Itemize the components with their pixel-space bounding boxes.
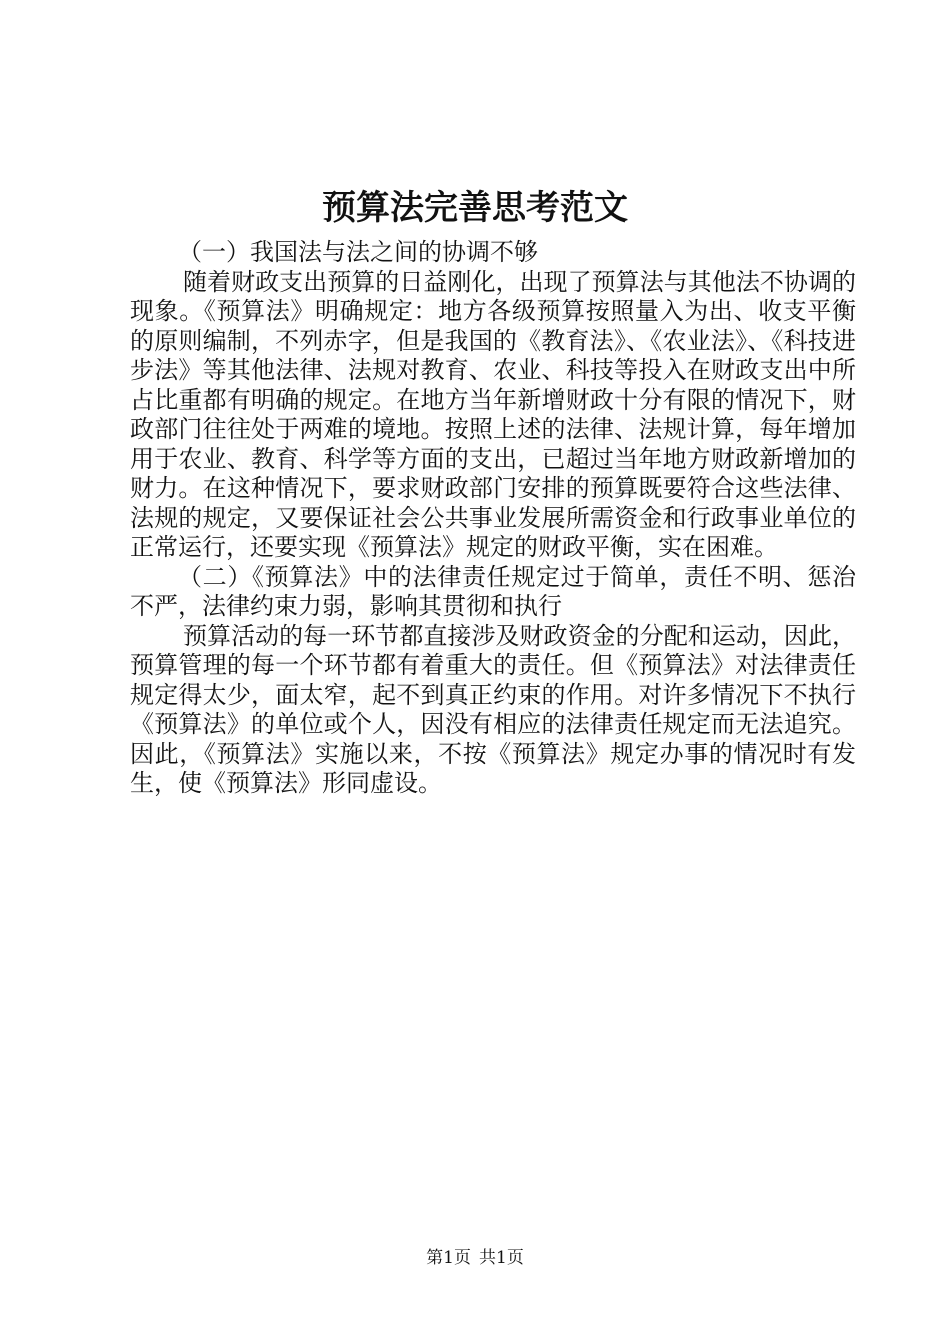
page-footer [0,1247,950,1269]
section-heading-1: （一）我国法与法之间的协调不够 [178,238,538,266]
document-title: 预算法完善思考范文 [322,188,628,228]
page-number-total: 共1页 [479,1248,524,1268]
document-body [130,238,856,799]
section-heading-2: （二）《预算法》中的法律责任规定过于简单，责任不明、惩治不严，法律约束力弱，影响其贯彻和执行 [130,562,856,620]
page-number-current: 第1页 [426,1248,471,1268]
section-paragraph-2: 预算活动的每一环节都直接涉及财政资金的分配和运动，因此，预算管理的每一个环节都有着重大的责任。但《预算法》对法律责任规定得太少，面太窄，起不到真正约束的作用。对许多情况下不执行《预算法》的单位或个人，因没有相应的法律责任规定而无法追究。因此，《预算法》实施以来，不按《预算法》规定办事的情况时有发生，使《预算法》形同虚设。 [130,621,856,797]
section-paragraph-1: 随着财政支出预算的日益刚化，出现了预算法与其他法不协调的现象。《预算法》明确规定：地方各级预算按照量入为出、收支平衡的原则编制，不列赤字，但是我国的《教育法》、《农业法》、《科技进步法》等其他法律、法规对教育、农业、科技等投入在财政支出中所占比重都有明确的规定。在地方当年新增财政十分有限的情况下，财政部门往往处于两难的境地。按照上述的法律、法规计算，每年增加用于农业、教育、科学等方面的支出，已超过当年地方财政新增加的财力。在这种情况下，要求财政部门安排的预算既要符合这些法律、法规的规定，又要保证社会公共事业发展所需资金和行政事业单位的正常运行，还要实现《预算法》规定的财政平衡，实在困难。 [130,267,856,561]
